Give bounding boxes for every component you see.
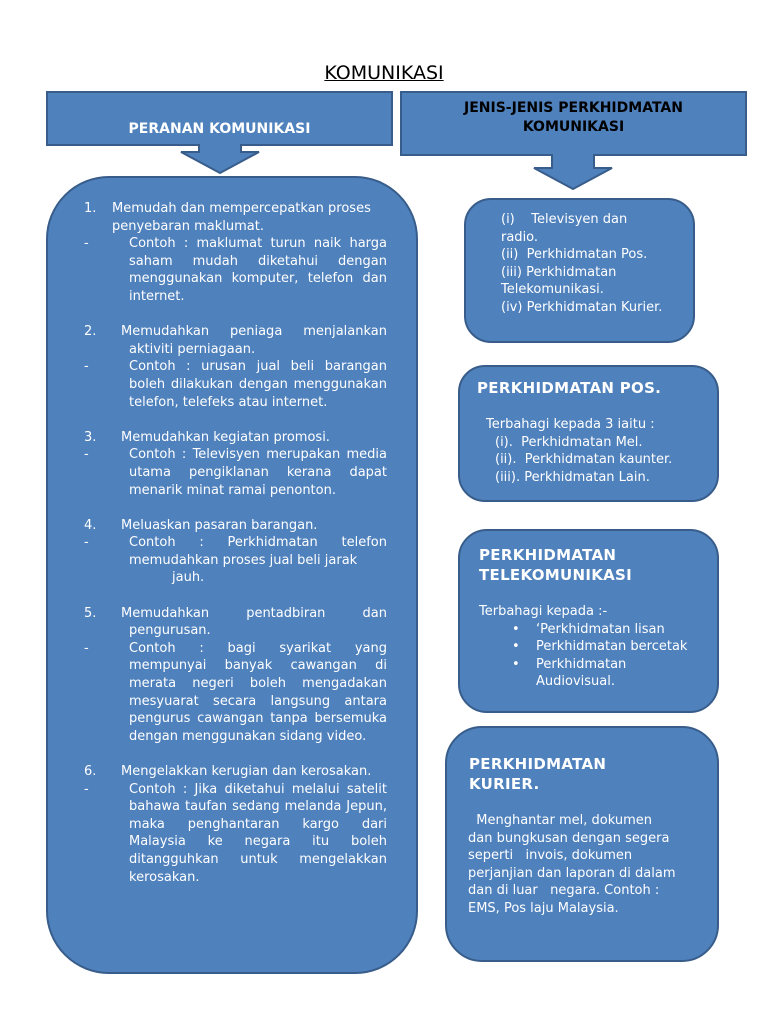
telekom-item: • ‘Perkhidmatan lisan (512, 621, 665, 637)
jenis-item: (iii) Perkhidmatan (501, 264, 617, 280)
right-header-line2: KOMUNIKASI (522, 119, 625, 135)
jenis-item: Telekomunikasi. (501, 282, 604, 298)
telekom-item-cont: Audiovisual. (536, 674, 615, 690)
pos-item: (iii). Perkhidmatan Lain. (495, 469, 650, 485)
jenis-item: (iv) Perkhidmatan Kurier. (501, 299, 663, 315)
telekom-title: PERKHIDMATAN TELEKOMUNIKASI (479, 546, 633, 584)
pos-item: (ii). Perkhidmatan kaunter. (495, 452, 673, 468)
telekom-item: • Perkhidmatan (512, 656, 627, 672)
right-header-line1: JENIS-JENIS PERKHIDMATAN (464, 100, 683, 116)
peranan-item: 2. Memudahkan peniaga menjalankan aktiviti perniagaan. - Contoh : urusan jual beli barangan boleh dilakukan dengan menggunakan telefon, telefeks atau internet. (84, 324, 387, 410)
kurier-text: Menghantar mel, dokumen dan bungkusan dengan segera seperti invois, dokumen perjanjian dan laporan di dalam dan di luar negara. Contoh : EMS, Pos laju Malaysia. (468, 813, 676, 916)
jenis-item: (ii) Perkhidmatan Pos. (501, 247, 648, 263)
telekom-item: • Perkhidmatan bercetak (512, 639, 688, 655)
page-title: KOMUNIKASI (324, 62, 444, 84)
jenis-item: (i) Televisyen dan (501, 212, 628, 227)
telekom-list: Terbahagi kepada :- • ‘Perkhidmatan lisan • Perkhidmatan bercetak • Perkhidmatan Audiovisual. (479, 603, 714, 691)
peranan-item: 6. Mengelakkan kerugian dan kerosakan. - Contoh : Jika diketahui melalui satelit bahawa taufan sedang melanda Jepun, maka penghantaran kargo dari Malaysia ke negara itu boleh ditangguhkan untuk mengelakkan kerosakan. (84, 764, 387, 885)
jenis-item: radio. (501, 229, 539, 245)
peranan-item: 4. Meluaskan pasaran barangan. - Contoh : Perkhidmatan telefon memudahkan proses jual beli jarak jauh. (84, 517, 387, 586)
kurier-title: PERKHIDMATAN KURIER. (469, 755, 607, 793)
jenis-list (501, 211, 691, 317)
peranan-item: 3. Memudahkan kegiatan promosi. - Contoh : Televisyen merupakan media utama pengiklanan kerana dapat menarik minat ramai penonton. (84, 429, 387, 498)
pos-title: PERKHIDMATAN POS. (477, 379, 662, 397)
peranan-item: 1. Memudah dan mempercepatkan proses penyebaran maklumat. - Contoh : maklumat turun naik harga saham mudah diketahui dengan menggunakan komputer, telefon dan internet. (84, 201, 387, 304)
pos-list: Terbahagi kepada 3 iaitu : (i). Perkhidmatan Mel. (ii). Perkhidmatan kaunter. (iii). Perkhidmatan Lain. (486, 416, 711, 486)
peranan-list (84, 200, 387, 886)
right-header-label (401, 99, 746, 137)
peranan-item: 5. Memudahkan pentadbiran dan pengurusan. - Contoh : bagi syarikat yang mempunyai banyak cawangan di merata negeri boleh mengadakan mesyuarat secara langsung antara pengurus cawangan tanpa bersemuka dengan menggunakan sidang video. (84, 605, 387, 744)
left-header-label: PERANAN KOMUNIKASI (128, 121, 311, 137)
pos-item: (i). Perkhidmatan Mel. (495, 434, 643, 450)
